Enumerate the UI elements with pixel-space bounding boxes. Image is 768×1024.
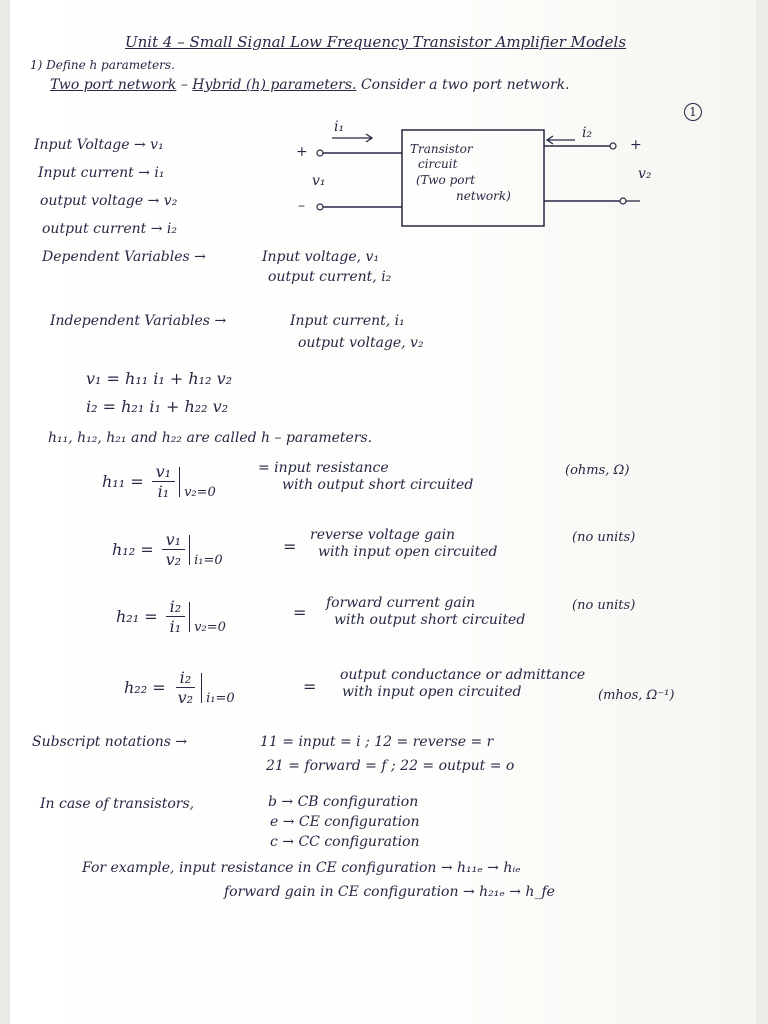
output-terminal-minus bbox=[620, 198, 626, 204]
config-cb: b → CB configuration bbox=[268, 794, 419, 810]
h11-desc-line2: with output short circuited bbox=[282, 477, 474, 493]
h21-numerator: i₂ bbox=[166, 597, 186, 617]
h11-numerator: v₁ bbox=[152, 462, 175, 482]
subscript-line1: 11 = input = i ; 12 = reverse = r bbox=[260, 734, 494, 750]
subscript-line2: 21 = forward = f ; 22 = output = o bbox=[266, 758, 515, 774]
config-cc: c → CC configuration bbox=[270, 834, 420, 850]
h21-desc-line2: with output short circuited bbox=[334, 612, 526, 628]
h22-desc-line2: with input open circuited bbox=[342, 684, 522, 700]
h11-unit: (ohms, Ω) bbox=[565, 463, 630, 478]
h12-denominator: v₂ bbox=[165, 550, 182, 569]
h11-denominator: i₁ bbox=[157, 482, 170, 501]
h11-condition: v₂=0 bbox=[179, 467, 216, 497]
var-input-current: Input current → i₁ bbox=[38, 165, 165, 181]
i1-label: i₁ bbox=[334, 119, 345, 135]
hybrid-label: Hybrid (h) parameters. bbox=[192, 77, 357, 93]
h11-lhs: h₁₁ = bbox=[102, 472, 144, 491]
h12-desc-line2: with input open circuited bbox=[318, 544, 498, 560]
box-label-4: network) bbox=[456, 189, 511, 203]
h22-equals: = bbox=[303, 677, 317, 696]
page-number: 1 bbox=[684, 103, 702, 121]
h12-lhs: h₁₂ = bbox=[112, 540, 154, 559]
var-output-current: output current → i₂ bbox=[42, 221, 178, 237]
h21-definition bbox=[116, 597, 226, 636]
h22-lhs: h₂₂ = bbox=[124, 678, 166, 697]
two-port-label: Two port network bbox=[50, 77, 177, 93]
h12-desc-line1: reverse voltage gain bbox=[310, 527, 456, 543]
input-terminal-minus bbox=[317, 204, 323, 210]
h12-unit: (no units) bbox=[572, 530, 636, 545]
dependent-label: Dependent Variables → bbox=[42, 249, 206, 265]
h21-lhs: h₂₁ = bbox=[116, 607, 158, 626]
dash: – bbox=[180, 77, 188, 93]
page-title: Unit 4 – Small Signal Low Frequency Transistor Amplifier Models bbox=[125, 33, 627, 51]
section-heading: 1) Define h parameters. bbox=[30, 58, 175, 72]
h22-denominator: v₂ bbox=[177, 688, 194, 707]
h-called-text: h₁₁, h₁₂, h₂₁ and h₂₂ are called h – parameters. bbox=[48, 430, 373, 446]
h22-definition bbox=[124, 668, 235, 707]
subscript-label: Subscript notations → bbox=[32, 734, 188, 750]
config-ce: e → CE configuration bbox=[270, 814, 420, 830]
i2-label: i₂ bbox=[582, 125, 593, 141]
example-line1: For example, input resistance in CE configuration → h₁₁ₑ → hᵢₑ bbox=[82, 860, 521, 876]
box-label-2: circuit bbox=[418, 157, 458, 171]
h22-description bbox=[340, 667, 585, 701]
h12-description bbox=[310, 527, 497, 561]
h-equation-2: i₂ = h₂₁ i₁ + h₂₂ v₂ bbox=[86, 397, 229, 416]
consider-text: Consider a two port network. bbox=[360, 77, 570, 93]
box-label-3: (Two port bbox=[416, 173, 476, 187]
example-line2: forward gain in CE configuration → h₂₁ₑ → h_fe bbox=[224, 884, 555, 900]
v2-label: v₂ bbox=[638, 166, 652, 182]
h21-unit: (no units) bbox=[572, 598, 636, 613]
h12-definition bbox=[112, 530, 223, 569]
h12-condition: i₁=0 bbox=[189, 535, 223, 565]
independent-1: Input current, i₁ bbox=[290, 313, 405, 329]
h21-description bbox=[326, 595, 525, 629]
h11-definition bbox=[102, 462, 216, 501]
h11-desc-line1: = input resistance bbox=[258, 460, 389, 476]
h22-numerator: i₂ bbox=[176, 668, 196, 688]
input-plus-sign: + bbox=[296, 144, 308, 160]
input-terminal-plus bbox=[317, 150, 323, 156]
h21-desc-line1: forward current gain bbox=[326, 595, 476, 611]
transistors-label: In case of transistors, bbox=[40, 796, 195, 812]
output-plus-sign: + bbox=[630, 137, 642, 153]
dependent-1: Input voltage, v₁ bbox=[262, 249, 380, 265]
h21-denominator: i₁ bbox=[169, 617, 182, 636]
h-equation-1: v₁ = h₁₁ i₁ + h₁₂ v₂ bbox=[86, 369, 233, 388]
box-label-1: Transistor bbox=[410, 142, 473, 156]
h21-condition: v₂=0 bbox=[189, 602, 226, 632]
input-minus-sign: – bbox=[298, 198, 305, 214]
h22-condition: i₁=0 bbox=[201, 673, 235, 703]
h11-description bbox=[258, 460, 473, 494]
h22-unit: (mhos, Ω⁻¹) bbox=[598, 688, 675, 703]
var-input-voltage: Input Voltage → v₁ bbox=[34, 137, 164, 153]
h22-desc-line1: output conductance or admittance bbox=[340, 667, 586, 683]
output-terminal-plus bbox=[610, 143, 616, 149]
h12-numerator: v₁ bbox=[162, 530, 185, 550]
independent-2: output voltage, v₂ bbox=[298, 335, 424, 351]
independent-label: Independent Variables → bbox=[50, 313, 227, 329]
h12-equals: = bbox=[283, 537, 297, 556]
var-output-voltage: output voltage → v₂ bbox=[40, 193, 178, 209]
h21-equals: = bbox=[293, 603, 307, 622]
dependent-2: output current, i₂ bbox=[268, 269, 392, 285]
v1-label: v₁ bbox=[312, 173, 326, 189]
